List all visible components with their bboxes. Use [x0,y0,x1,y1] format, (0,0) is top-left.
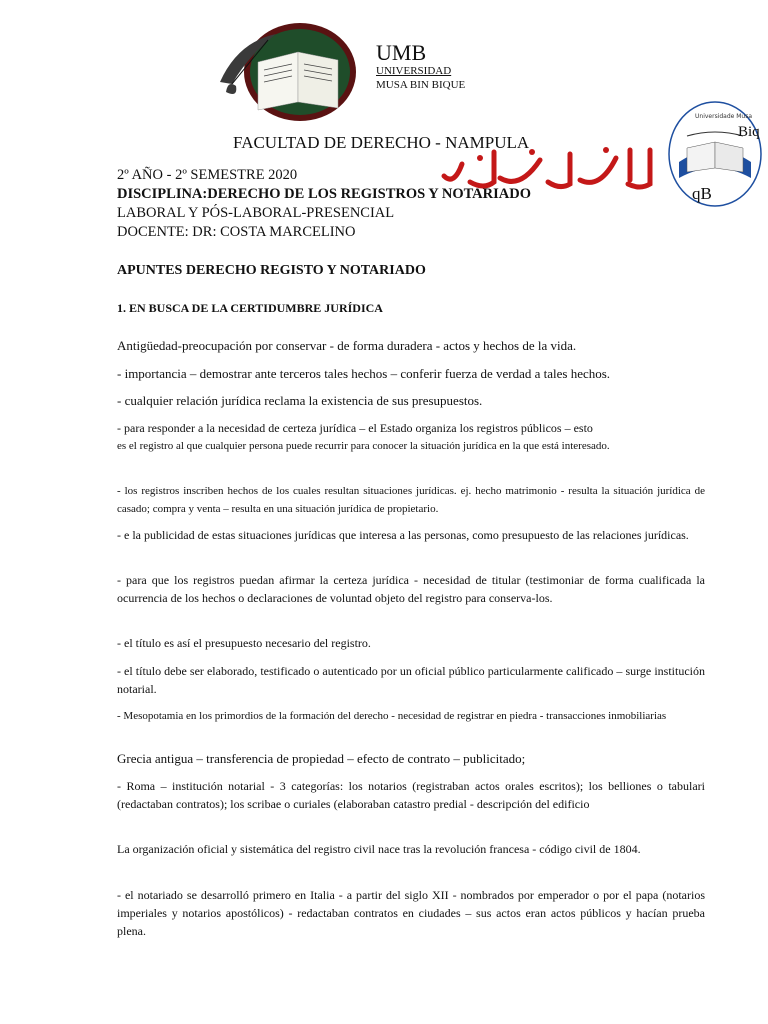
paragraph: - los registros inscriben hechos de los cuales resultan situaciones jurídicas. ej. hecho matrimonio - resulta la situación jurídica de casado; compra y venta – resulta en una situación jurídica de propietario. [117,485,705,515]
paragraph: Antigüedad-preocupación por conservar - de forma duradera - actos y hechos de la vida. [117,338,577,353]
section-heading: 1. EN BUSCA DE LA CERTIDUMBRE JURÍDICA [117,301,383,315]
seal-label-bottom: qB [692,184,712,203]
paragraph: - e la publicidad de estas situaciones jurídicas que interesa a las personas, como presupuesto de las relaciones jurídicas. [117,528,689,542]
paragraph: - importancia – demostrar ante terceros tales hechos – conferir fuerza de verdad a tales hechos. [117,366,611,381]
year-semester: 2º AÑO - 2º SEMESTRE 2020 [117,167,298,183]
logo-name-line2: MUSA BIN BIQUE [376,79,466,91]
seal-logo [665,98,765,210]
faculty-title: FACULTAD DE DERECHO - NAMPULA [233,133,530,152]
seal-text: Universidade Musa [695,113,753,120]
course-info [117,166,531,242]
paragraph: - cualquier relación jurídica reclama la existencia de sus presupuestos. [117,393,483,408]
paragraph: Grecia antigua – transferencia de propiedad – efecto de contrato – publicitado; [117,751,526,766]
logo-name-line1: UNIVERSIDAD [376,65,452,77]
paragraph: La organización oficial y sistemática del registro civil nace tras la revolución francesa - código civil de 1804. [117,842,641,856]
paragraph: - el título es así el presupuesto necesario del registro. [117,636,371,650]
paragraph: - para que los registros puedan afirmar la certeza jurídica - necesidad de titular (testimoniar de forma cualificada la ocurrencia de los hechos o declaraciones de voluntad objeto del registro para conserva-los. [117,573,705,605]
logo-text [376,42,465,92]
paragraph: - el título debe ser elaborado, testificado o autenticado por un oficial público particularmente calificado – surge institución notarial. [117,664,705,696]
paragraph: - Roma – institución notarial - 3 categorías: los notarios (registraban actos orales escritos); los belliones o tabulari (redactaban contratos); los scribae o curiales (elaboraban catastro predial - descripción del edificio [117,779,705,811]
university-logo [218,22,358,124]
paragraph: - Mesopotamia en los primordios de la formación del derecho - necesidad de registrar en piedra - transacciones inmobiliarias [117,710,667,722]
teacher: DOCENTE: DR: COSTA MARCELINO [117,224,356,240]
seal-label-top: Biq [738,124,760,140]
discipline: DISCIPLINA:DERECHO DE LOS REGISTROS Y NOTARIADO [117,186,531,202]
paragraph: - para responder a la necesidad de certeza jurídica – el Estado organiza los registros públicos – esto [117,421,593,435]
logo-acronym: UMB [376,40,427,65]
paragraph: es el registro al que cualquier persona puede recurrir para conocer la situación jurídica en la que está interesado. [117,440,610,452]
paragraph: - el notariado se desarrolló primero en Italia - a partir del siglo XII - nombrados por emperador o por el papa (notarios imperiales y notarios apostólicos) - redactaban contratos en ciudades – sus actos eran actos públicos y hacían prueba plena. [117,888,705,938]
document-title: APUNTES DERECHO REGISTO Y NOTARIADO [117,263,426,278]
modality: LABORAL Y PÓS-LABORAL-PRESENCIAL [117,205,395,221]
